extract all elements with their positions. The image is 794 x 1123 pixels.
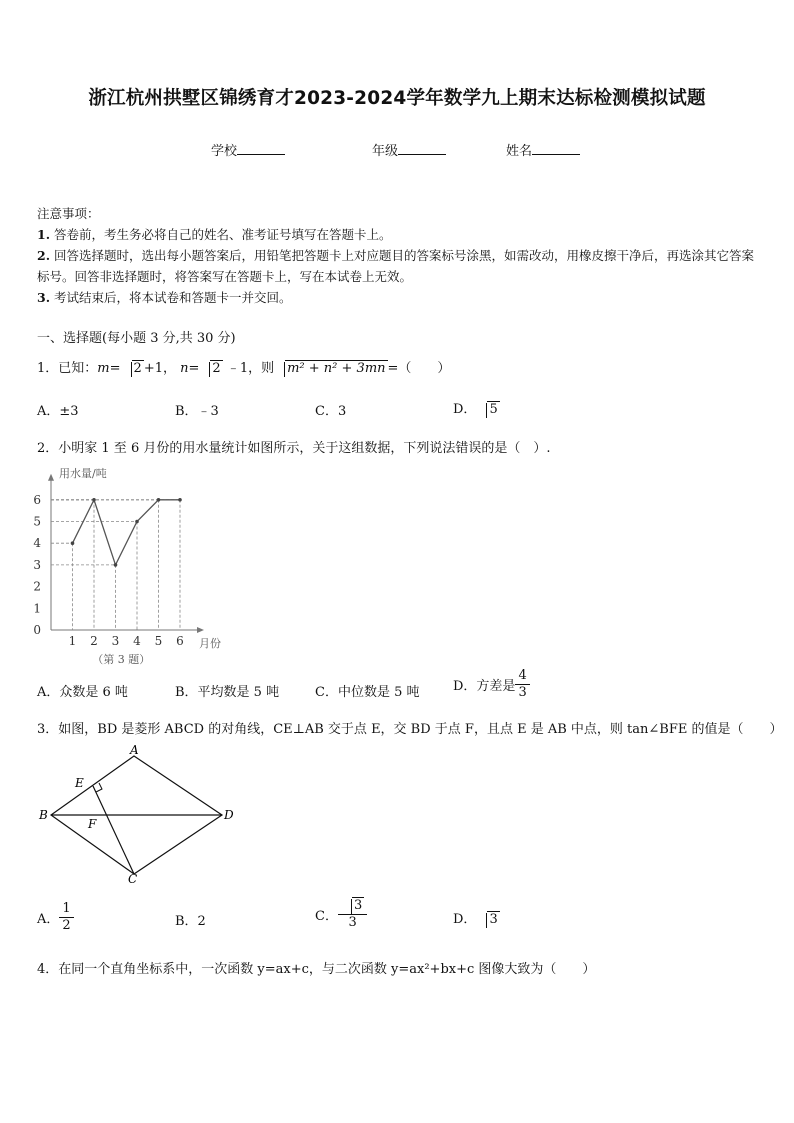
x-tick-label: 4 <box>133 634 141 648</box>
water-usage-chart <box>28 460 238 670</box>
chart-caption: （第 3 题） <box>92 653 151 666</box>
q1-option-d: D． 5 <box>453 402 498 417</box>
y-tick-label: 0 <box>33 623 41 637</box>
data-point <box>114 563 118 567</box>
question-2: 2．小明家 1 至 6 月份的用水量统计如图所示，关于这组数据，下列说法错误的是（ ）. <box>37 441 551 456</box>
series-line <box>73 500 181 565</box>
grade-field <box>372 140 446 159</box>
q2-option-b: B．平均数是 5 吨 <box>175 685 280 700</box>
y-tick-label: 3 <box>33 557 41 572</box>
x-tick-label: 6 <box>176 634 184 648</box>
note-1: 1. 答卷前，考生务必将自己的姓名、准考证号填写在答题卡上。 <box>37 227 392 242</box>
x-tick-label: 5 <box>154 634 163 648</box>
q3-option-d: D． 3 <box>453 912 498 927</box>
q1-option-b: B．﹣3 <box>175 404 219 419</box>
school-blank <box>237 142 285 155</box>
y-tick-label: 5 <box>33 514 41 529</box>
label-c: C <box>128 872 138 886</box>
x-axis-label: 月份 <box>199 637 221 650</box>
q1-option-c: C．3 <box>315 404 347 419</box>
y-axis-arrow <box>48 474 54 481</box>
label-f: F <box>88 817 97 831</box>
y-tick-label: 4 <box>33 536 41 551</box>
q3-option-b: B．2 <box>175 914 206 929</box>
data-point <box>71 541 75 545</box>
label-d: D <box>224 808 234 822</box>
x-tick-label: 1 <box>68 634 77 648</box>
name-blank <box>532 142 580 155</box>
rhombus-figure <box>36 744 246 889</box>
x-tick-label: 3 <box>111 634 120 648</box>
x-tick-label: 2 <box>90 634 98 648</box>
label-e: E <box>75 776 84 790</box>
y-tick-label: 1 <box>33 601 41 616</box>
data-point <box>135 520 139 524</box>
question-3: 3．如图，BD 是菱形 ABCD 的对角线，CE⊥AB 交于点 E，交 BD 于点 F，且点 E 是 AB 中点，则 tan∠BFE 的值是（ ） <box>37 722 783 737</box>
notes-heading: 注意事项： <box>37 206 100 221</box>
data-point <box>92 498 96 502</box>
section-heading: 一、选择题(每小题 3 分,共 30 分) <box>37 331 236 346</box>
y-axis-label: 用水量/吨 <box>59 467 107 480</box>
question-1: 1．已知：m= 2 +1， n= 2 ﹣1，则 m² + n² + 3mn =（ ） <box>37 361 451 376</box>
x-axis-arrow <box>197 627 204 633</box>
label-b: B <box>39 808 48 822</box>
grade-label: 年级 <box>372 144 399 159</box>
page-title: 浙江杭州拱墅区锦绣育才2023-2024学年数学九上期末达标检测模拟试题 <box>88 88 706 109</box>
q2-option-c: C．中位数是 5 吨 <box>315 685 420 700</box>
school-field <box>211 140 285 159</box>
grade-blank <box>398 142 446 155</box>
school-label: 学校 <box>211 144 238 159</box>
name-field <box>506 140 580 159</box>
q2-option-a: A．众数是 6 吨 <box>37 685 128 700</box>
notes-block <box>37 203 759 308</box>
q3-option-c: C． $\frac{3}{3}$ <box>315 898 367 931</box>
question-4: 4．在同一个直角坐标系中，一次函数 y=ax+c，与二次函数 y=ax²+bx+c 图像大致为（ ） <box>37 962 596 977</box>
name-label: 姓名 <box>506 144 533 159</box>
y-tick-label: 6 <box>33 492 41 507</box>
data-point <box>157 498 161 502</box>
right-angle-mark <box>96 783 102 792</box>
y-tick-label: 2 <box>33 579 41 594</box>
q1-option-a: A．±3 <box>37 404 79 419</box>
label-a: A <box>130 744 139 757</box>
note-3: 3. 考试结束后，将本试卷和答题卡一并交回。 <box>37 290 292 305</box>
q3-option-a: A． $\frac{1}{2}$ <box>37 901 74 934</box>
q2-option-d: D．方差是 $\frac{4}{3}$ <box>453 668 530 701</box>
data-point <box>178 498 182 502</box>
note-2: 2. 回答选择题时，选出每小题答案后，用铅笔把答题卡上对应题目的答案标号涂黑，如需改动，用橡皮擦干净后，再选涂其它答案标号。回答非选择题时，将答案写在答题卡上，写在本试卷上无效。 <box>37 248 755 284</box>
segment-ce <box>93 786 134 874</box>
